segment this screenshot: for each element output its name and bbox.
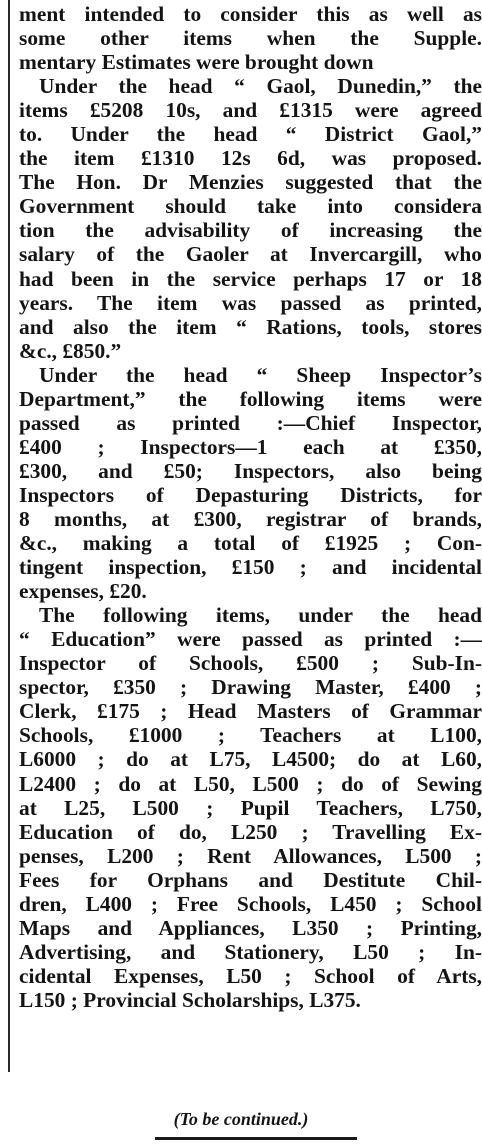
- text-line: items £5208 10s, and £1315 were agreed: [19, 98, 482, 123]
- text-line: had been in the service perhaps 17 or 18: [19, 266, 482, 291]
- text-line: penses, L200 ; Rent Allowances, L500 ;: [19, 843, 482, 868]
- text-line: &c., making a total of £1925 ; Con-: [19, 531, 482, 556]
- text-line: Education of do, L250 ; Travelling Ex-: [19, 819, 482, 844]
- text-line: years. The item was passed as printed,: [19, 290, 482, 315]
- text-line: 8 months, at £300, registrar of brands,: [19, 506, 482, 531]
- text-line: dren, L400 ; Free Schools, L450 ; School: [19, 891, 482, 916]
- text-line: “ Education” were passed as printed :—: [19, 627, 482, 652]
- text-line: the item £1310 12s 6d, was proposed.: [19, 146, 482, 171]
- text-line: L6000 ; do at L75, L4500; do at L60,: [19, 747, 482, 772]
- text-line: Advertising, and Stationery, L50 ; In-: [19, 939, 482, 964]
- article-body: [19, 2, 482, 1012]
- text-line: Under the head “ Gaol, Dunedin,” the: [39, 74, 482, 99]
- text-line: Government should take into considera: [19, 194, 482, 219]
- text-line: L2400 ; do at L50, L500 ; do of Sewing: [19, 771, 482, 796]
- text-line: mentary Estimates were brought down: [19, 50, 374, 75]
- to-be-continued-note: (To be continued.): [173, 1109, 309, 1129]
- text-line: The Hon. Dr Menzies suggested that the: [19, 170, 482, 195]
- text-line: cidental Expenses, L50 ; School of Arts,: [19, 963, 482, 988]
- text-line: tion the advisability of increasing the: [19, 218, 482, 243]
- text-line: Inspector of Schools, £500 ; Sub-In-: [19, 651, 482, 676]
- text-line: expenses, £20.: [19, 579, 147, 604]
- column-rule: [8, 0, 10, 1072]
- text-line: Inspectors of Depasturing Districts, for: [19, 482, 482, 507]
- text-line: Fees for Orphans and Destitute Chil-: [19, 867, 482, 892]
- text-line: at L25, L500 ; Pupil Teachers, L750,: [19, 795, 482, 820]
- text-line: and also the item “ Rations, tools, stores: [19, 314, 482, 339]
- text-line: spector, £350 ; Drawing Master, £400 ;: [19, 675, 482, 700]
- text-line: The following items, under the head: [39, 603, 482, 628]
- text-line: £400 ; Inspectors—1 each at £350,: [19, 434, 482, 459]
- text-line: Schools, £1000 ; Teachers at L100,: [19, 723, 482, 748]
- text-line: £300, and £50; Inspectors, also being: [19, 458, 482, 483]
- text-line: Clerk, £175 ; Head Masters of Grammar: [19, 699, 482, 724]
- text-line: some other items when the Supple.: [19, 26, 482, 51]
- text-line: Maps and Appliances, L350 ; Printing,: [19, 915, 482, 940]
- text-line: tingent inspection, £150 ; and incidental: [19, 555, 482, 580]
- text-line: to. Under the head “ District Gaol,”: [19, 122, 482, 147]
- text-line: L150 ; Provincial Scholarships, L375.: [19, 987, 361, 1012]
- text-line: Department,” the following items were: [19, 386, 482, 411]
- text-line: &c., £850.”: [19, 338, 122, 363]
- text-line: salary of the Gaoler at Invercargill, who: [19, 242, 482, 267]
- text-line: Under the head “ Sheep Inspector’s: [39, 362, 482, 387]
- text-line: passed as printed :—Chief Inspector,: [19, 410, 482, 435]
- end-rule: [155, 1137, 357, 1140]
- text-line: ment intended to consider this as well as: [19, 2, 482, 26]
